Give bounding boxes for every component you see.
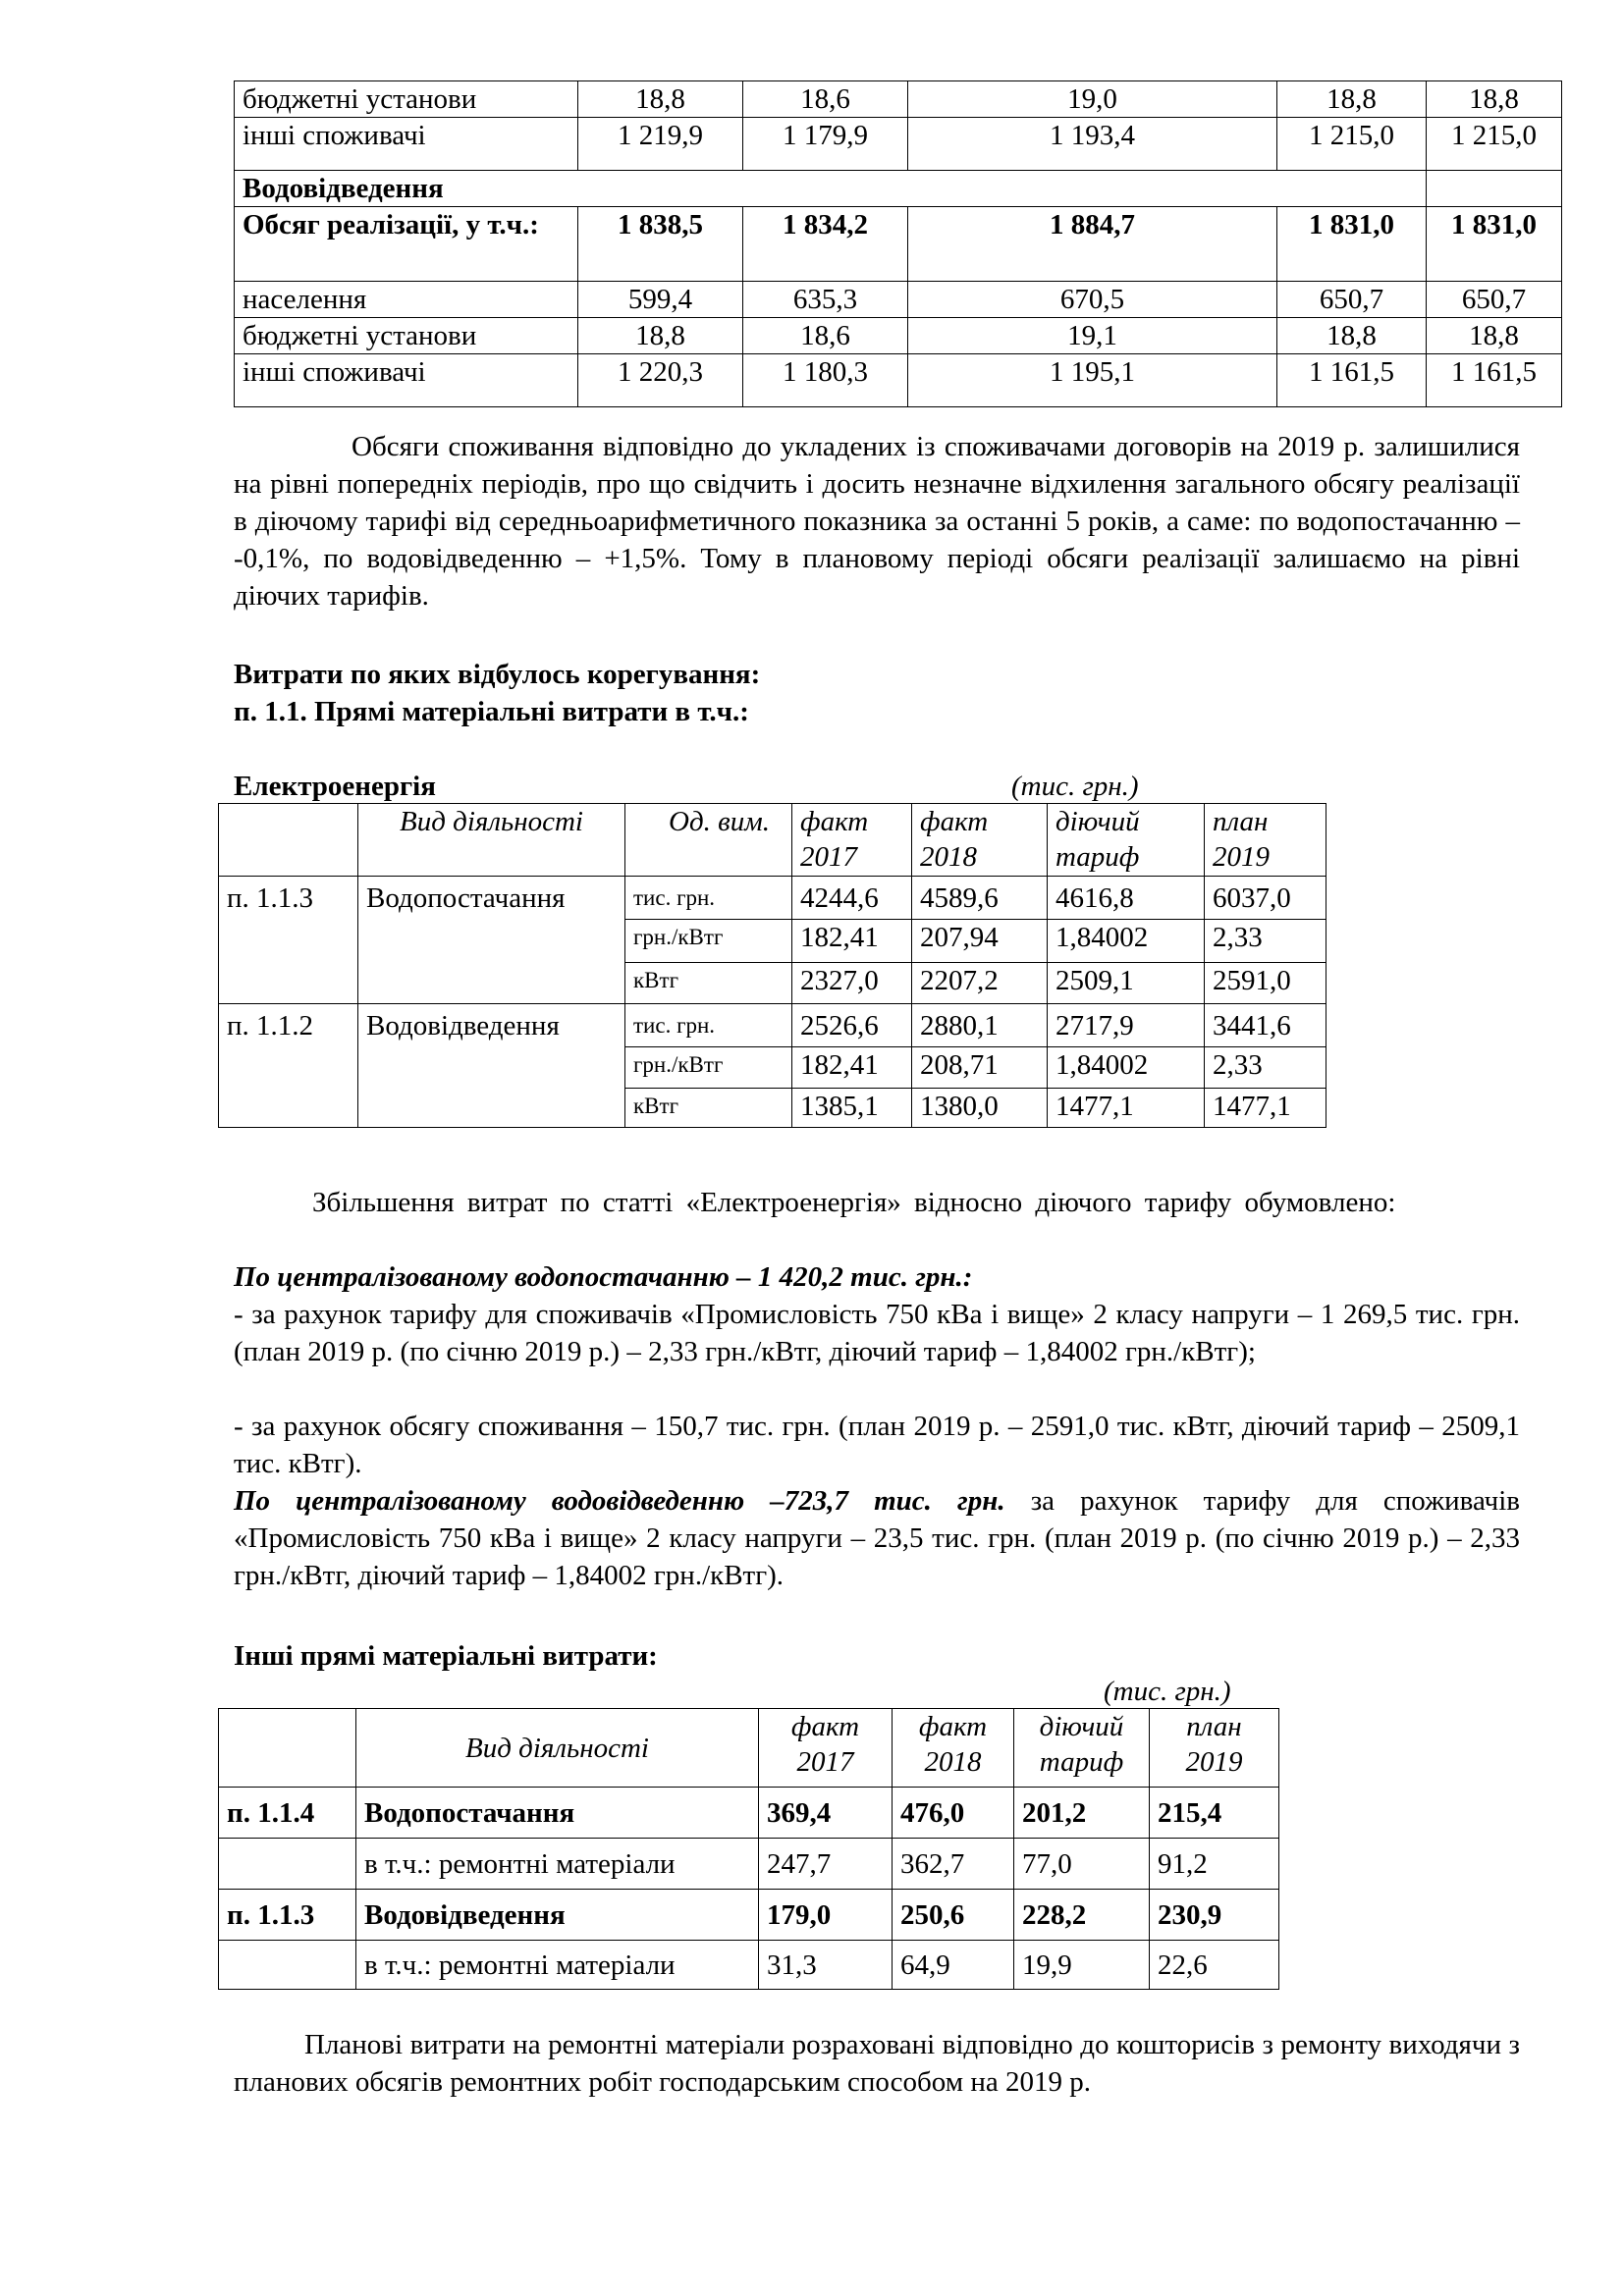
row-label: Водопостачання [356, 1788, 759, 1839]
cell: 1 831,0 [1427, 207, 1562, 282]
cell: 1 215,0 [1277, 118, 1427, 171]
row-code [219, 1941, 356, 1990]
row-label: Обсяг реалізації, у т.ч.: [235, 207, 578, 282]
paragraph-volume-item: - за рахунок обсягу споживання – 150,7 тис. грн. (план 2019 р. – 2591,0 тис. кВтг, діючий тариф – 2509,1 тис. кВтг). [234, 1411, 1520, 1479]
paragraph-sewerage [234, 1482, 1520, 1594]
cell: 476,0 [893, 1788, 1014, 1839]
cell: 182,41 [792, 1047, 912, 1089]
cell: 1 161,5 [1427, 354, 1562, 407]
paragraph-volumes: Обсяги споживання відповідно до укладених із споживачами договорів на 2019 р. залишилися на рівні попередніх періодів, про що свідчить і досить незначне відхилення загального обсягу реалізації в діючому тарифі від середньоарифметичного показника за останні 5 років, а саме: по водопостачанню – -0,1%, по водовідведенню – +1,5%. Тому в плановому періоді обсяги реалізації залишаємо на рівні діючих тарифів. [234, 431, 1520, 612]
cell: 201,2 [1014, 1788, 1150, 1839]
unit-cell: кВтг [625, 963, 792, 1004]
cell: 18,8 [1277, 81, 1427, 118]
row-label: інші споживачі [235, 354, 578, 407]
header-cell: Вид діяльності [356, 1709, 759, 1788]
sewerage-text: за рахунок тарифу для споживачів «Промисловість 750 кВа і вище» 2 класу напруги – 23,5 тис. грн. (план 2019 р. (по січню 2019 р.) – 2,33 грн./кВтг, діючий тариф – 1,84002 грн./кВтг). [234, 1485, 1520, 1591]
cell: 1 179,9 [743, 118, 908, 171]
sales-volume-table [234, 80, 1562, 407]
paragraph-water-supply: По централізованому водопостачанню – 1 420,2 тис. грн.: [234, 1261, 973, 1293]
cell: 670,5 [908, 282, 1277, 318]
row-label: населення [235, 282, 578, 318]
cell: 1 838,5 [578, 207, 743, 282]
header-cell: факт 2017 [792, 804, 912, 877]
subsection-heading: п. 1.1. Прямі матеріальні витрати в т.ч.: [234, 696, 749, 727]
cell: 18,8 [578, 318, 743, 354]
cell: 1380,0 [912, 1089, 1048, 1128]
cell: 2591,0 [1205, 963, 1326, 1004]
header-cell [219, 1709, 356, 1788]
cell: 91,2 [1150, 1839, 1279, 1890]
cell: 64,9 [893, 1941, 1014, 1990]
cell: 18,8 [1427, 81, 1562, 118]
cell: 2,33 [1205, 1047, 1326, 1089]
table-row [235, 318, 1562, 354]
units-label: (тис. грн.) [1011, 771, 1139, 802]
unit-cell: тис. грн. [625, 1004, 792, 1047]
cell: 19,0 [908, 81, 1277, 118]
cell: 650,7 [1277, 282, 1427, 318]
unit-cell: кВтг [625, 1089, 792, 1128]
cell: 18,6 [743, 318, 908, 354]
cell: 18,8 [1427, 318, 1562, 354]
header-cell: факт 2017 [759, 1709, 893, 1788]
cell: 1 884,7 [908, 207, 1277, 282]
sewerage-amount: По централізованому водовідведенню –723,7 тис. грн. [234, 1485, 1005, 1517]
row-activity: Водопостачання [358, 877, 625, 1004]
cell: 230,9 [1150, 1890, 1279, 1941]
cell: 179,0 [759, 1890, 893, 1941]
table-row [235, 282, 1562, 318]
cell: 208,71 [912, 1047, 1048, 1089]
header-cell: план 2019 [1205, 804, 1326, 877]
table-title-electro: Електроенергія [234, 771, 436, 802]
row-code: п. 1.1.3 [219, 1890, 356, 1941]
table-row [219, 1788, 1279, 1839]
unit-cell: грн./кВтг [625, 920, 792, 963]
header-cell: факт 2018 [912, 804, 1048, 877]
cell: 1 219,9 [578, 118, 743, 171]
header-cell: діючий тариф [1014, 1709, 1150, 1788]
cell [1427, 171, 1562, 207]
cell: 1 215,0 [1427, 118, 1562, 171]
cell: 18,8 [578, 81, 743, 118]
cell: 77,0 [1014, 1839, 1150, 1890]
row-code: п. 1.1.4 [219, 1788, 356, 1839]
cell: 1 220,3 [578, 354, 743, 407]
cell: 1,84002 [1048, 920, 1205, 963]
paragraph-repair-materials: Планові витрати на ремонтні матеріали розраховані відповідно до кошторисів з ремонту виходячи з планових обсягів ремонтних робіт господарським способом на 2019 р. [234, 2029, 1520, 2098]
cell: 4589,6 [912, 877, 1048, 920]
unit-cell: грн./кВтг [625, 1047, 792, 1089]
cell: 247,7 [759, 1839, 893, 1890]
header-cell: план 2019 [1150, 1709, 1279, 1788]
paragraph-increase: Збільшення витрат по статті «Електроенергія» відносно діючого тарифу обумовлено: [312, 1187, 1396, 1218]
section-label: Водовідведення [235, 171, 1427, 207]
cell: 18,6 [743, 81, 908, 118]
cell: 18,8 [1277, 318, 1427, 354]
cell: 2526,6 [792, 1004, 912, 1047]
cell: 4244,6 [792, 877, 912, 920]
header-cell: Вид діяльності [358, 804, 625, 877]
cell: 2207,2 [912, 963, 1048, 1004]
cell: 1 193,4 [908, 118, 1277, 171]
table-title-other: Інші прямі матеріальні витрати: [234, 1640, 658, 1672]
other-costs-table [218, 1708, 1279, 1990]
cell: 2327,0 [792, 963, 912, 1004]
cell: 1 180,3 [743, 354, 908, 407]
row-label: в т.ч.: ремонтні матеріали [356, 1839, 759, 1890]
section-heading: Витрати по яких відбулось корегування: [234, 659, 761, 690]
row-label: інші споживачі [235, 118, 578, 171]
cell: 6037,0 [1205, 877, 1326, 920]
row-code: п. 1.1.2 [219, 1004, 358, 1128]
row-label: Водовідведення [356, 1890, 759, 1941]
table-row [235, 171, 1562, 207]
row-code [219, 1839, 356, 1890]
cell: 182,41 [792, 920, 912, 963]
cell: 1,84002 [1048, 1047, 1205, 1089]
unit-cell: тис. грн. [625, 877, 792, 920]
header-cell: діючий тариф [1048, 804, 1205, 877]
table-row [219, 1839, 1279, 1890]
cell: 228,2 [1014, 1890, 1150, 1941]
cell: 1 834,2 [743, 207, 908, 282]
header-cell: факт 2018 [893, 1709, 1014, 1788]
cell: 2717,9 [1048, 1004, 1205, 1047]
cell: 1385,1 [792, 1089, 912, 1128]
row-label: бюджетні установи [235, 318, 578, 354]
cell: 207,94 [912, 920, 1048, 963]
cell: 2,33 [1205, 920, 1326, 963]
table-header-row [219, 804, 1326, 877]
electricity-table [218, 803, 1326, 1128]
cell: 1 831,0 [1277, 207, 1427, 282]
table-row [219, 1941, 1279, 1990]
row-label: в т.ч.: ремонтні матеріали [356, 1941, 759, 1990]
cell: 599,4 [578, 282, 743, 318]
table-row [235, 118, 1562, 171]
table-row [235, 81, 1562, 118]
cell: 19,1 [908, 318, 1277, 354]
table-row [219, 877, 1326, 920]
paragraph-tariff-item: - за рахунок тарифу для споживачів «Промисловість 750 кВа і вище» 2 класу напруги – 1 269,5 тис. грн.(план 2019 р. (по січню 2019 р.) – 2,33 грн./кВтг, діючий тариф – 1,84002 грн./кВтг); [234, 1299, 1520, 1367]
header-cell: Од. вим. [625, 804, 792, 877]
row-code: п. 1.1.3 [219, 877, 358, 1004]
units-label: (тис. грн.) [1104, 1676, 1231, 1707]
cell: 3441,6 [1205, 1004, 1326, 1047]
table-header-row [219, 1709, 1279, 1788]
table-row [235, 354, 1562, 407]
cell: 635,3 [743, 282, 908, 318]
table-row [235, 207, 1562, 282]
cell: 369,4 [759, 1788, 893, 1839]
cell: 4616,8 [1048, 877, 1205, 920]
cell: 1 195,1 [908, 354, 1277, 407]
cell: 250,6 [893, 1890, 1014, 1941]
cell: 215,4 [1150, 1788, 1279, 1839]
table-row [219, 1004, 1326, 1047]
cell: 31,3 [759, 1941, 893, 1990]
cell: 19,9 [1014, 1941, 1150, 1990]
cell: 362,7 [893, 1839, 1014, 1890]
cell: 1477,1 [1205, 1089, 1326, 1128]
cell: 650,7 [1427, 282, 1562, 318]
row-label: бюджетні установи [235, 81, 578, 118]
cell: 1477,1 [1048, 1089, 1205, 1128]
table-row [219, 1890, 1279, 1941]
cell: 2509,1 [1048, 963, 1205, 1004]
cell: 22,6 [1150, 1941, 1279, 1990]
cell: 2880,1 [912, 1004, 1048, 1047]
header-cell [219, 804, 358, 877]
cell: 1 161,5 [1277, 354, 1427, 407]
row-activity: Водовідведення [358, 1004, 625, 1128]
